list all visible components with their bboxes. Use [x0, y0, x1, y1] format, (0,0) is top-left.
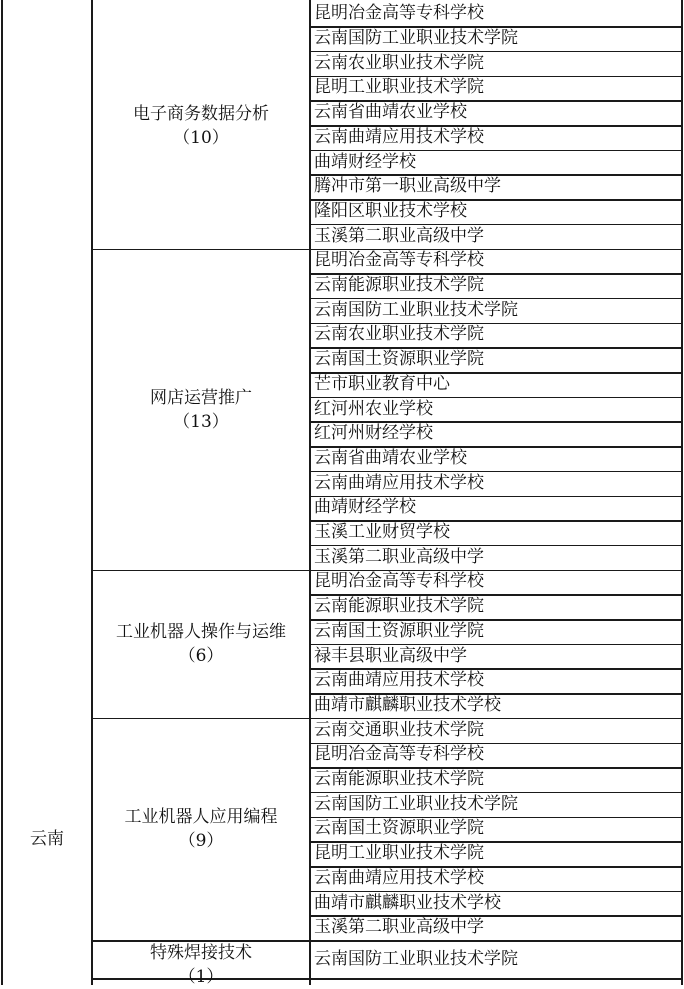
major-name: 网店运营推广	[150, 387, 252, 408]
school-cell: 红河州财经学校	[314, 423, 433, 444]
school-cell: 腾冲市第一职业高级中学	[314, 176, 501, 197]
school-cell: 云南曲靖应用技术学校	[314, 867, 484, 888]
school-cell: 云南国土资源职业学院	[314, 620, 484, 641]
school-cell: 昆明冶金高等专科学校	[314, 250, 484, 271]
school-cell: 昆明冶金高等专科学校	[314, 744, 484, 765]
school-cell: 隆阳区职业技术学校	[314, 200, 467, 221]
school-cell: 昆明工业职业技术学院	[314, 843, 484, 864]
school-cell: 云南能源职业技术学院	[314, 275, 484, 296]
major-count: （9）	[178, 831, 224, 852]
school-cell: 云南国土资源职业学院	[314, 349, 484, 370]
region-label: 云南	[30, 829, 64, 849]
school-cell: 禄丰县职业高级中学	[314, 645, 467, 666]
major-count: （6）	[178, 646, 224, 667]
school-cell: 玉溪第二职业高级中学	[314, 546, 484, 567]
school-cell: 曲靖财经学校	[314, 151, 416, 172]
school-cell: 云南省曲靖农业学校	[314, 447, 467, 468]
school-cell: 曲靖市麒麟职业技术学校	[314, 892, 501, 913]
school-cell: 玉溪第二职业高级中学	[314, 917, 484, 938]
major-count: （13）	[173, 411, 229, 432]
school-cell: 云南农业职业技术学院	[314, 52, 484, 73]
school-cell: 云南国防工业职业技术学院	[314, 299, 518, 320]
major-name: 电子商务数据分析	[133, 103, 269, 124]
school-cell: 云南曲靖应用技术学校	[314, 670, 484, 691]
major-cell	[92, 620, 310, 668]
school-cell: 云南农业职业技术学院	[314, 324, 484, 345]
school-cell: 云南曲靖应用技术学校	[314, 126, 484, 147]
school-cell: 红河州农业学校	[314, 398, 433, 419]
school-cell: 芒市职业教育中心	[314, 373, 450, 394]
major-count: （1）	[178, 966, 224, 987]
school-cell: 云南国防工业职业技术学院	[314, 793, 518, 814]
major-count: （10）	[173, 127, 229, 148]
school-cell: 曲靖财经学校	[314, 497, 416, 518]
school-cell: 云南能源职业技术学院	[314, 769, 484, 790]
major-name: 工业机器人应用编程	[124, 807, 278, 828]
school-cell: 云南国土资源职业学院	[314, 818, 484, 839]
school-cell: 云南能源职业技术学院	[314, 596, 484, 617]
school-cell: 昆明冶金高等专科学校	[314, 571, 484, 592]
major-cell	[92, 941, 310, 989]
major-cell	[92, 386, 310, 434]
school-cell: 云南曲靖应用技术学校	[314, 472, 484, 493]
school-cell: 云南省曲靖农业学校	[314, 102, 467, 123]
school-cell: 曲靖市麒麟职业技术学校	[314, 694, 501, 715]
major-cell	[92, 102, 310, 150]
school-cell: 玉溪第二职业高级中学	[314, 225, 484, 246]
school-cell: 昆明工业职业技术学院	[314, 77, 484, 98]
school-cell: 云南交通职业技术学院	[314, 719, 484, 740]
major-name: 工业机器人操作与运维	[116, 622, 286, 643]
school-cell: 昆明冶金高等专科学校	[314, 3, 484, 24]
school-cell: 云南国防工业职业技术学院	[314, 28, 518, 49]
school-cell: 云南国防工业职业技术学院	[314, 948, 518, 969]
school-cell: 玉溪工业财贸学校	[314, 522, 450, 543]
major-cell	[92, 805, 310, 853]
major-name: 特殊焊接技术	[150, 942, 252, 963]
